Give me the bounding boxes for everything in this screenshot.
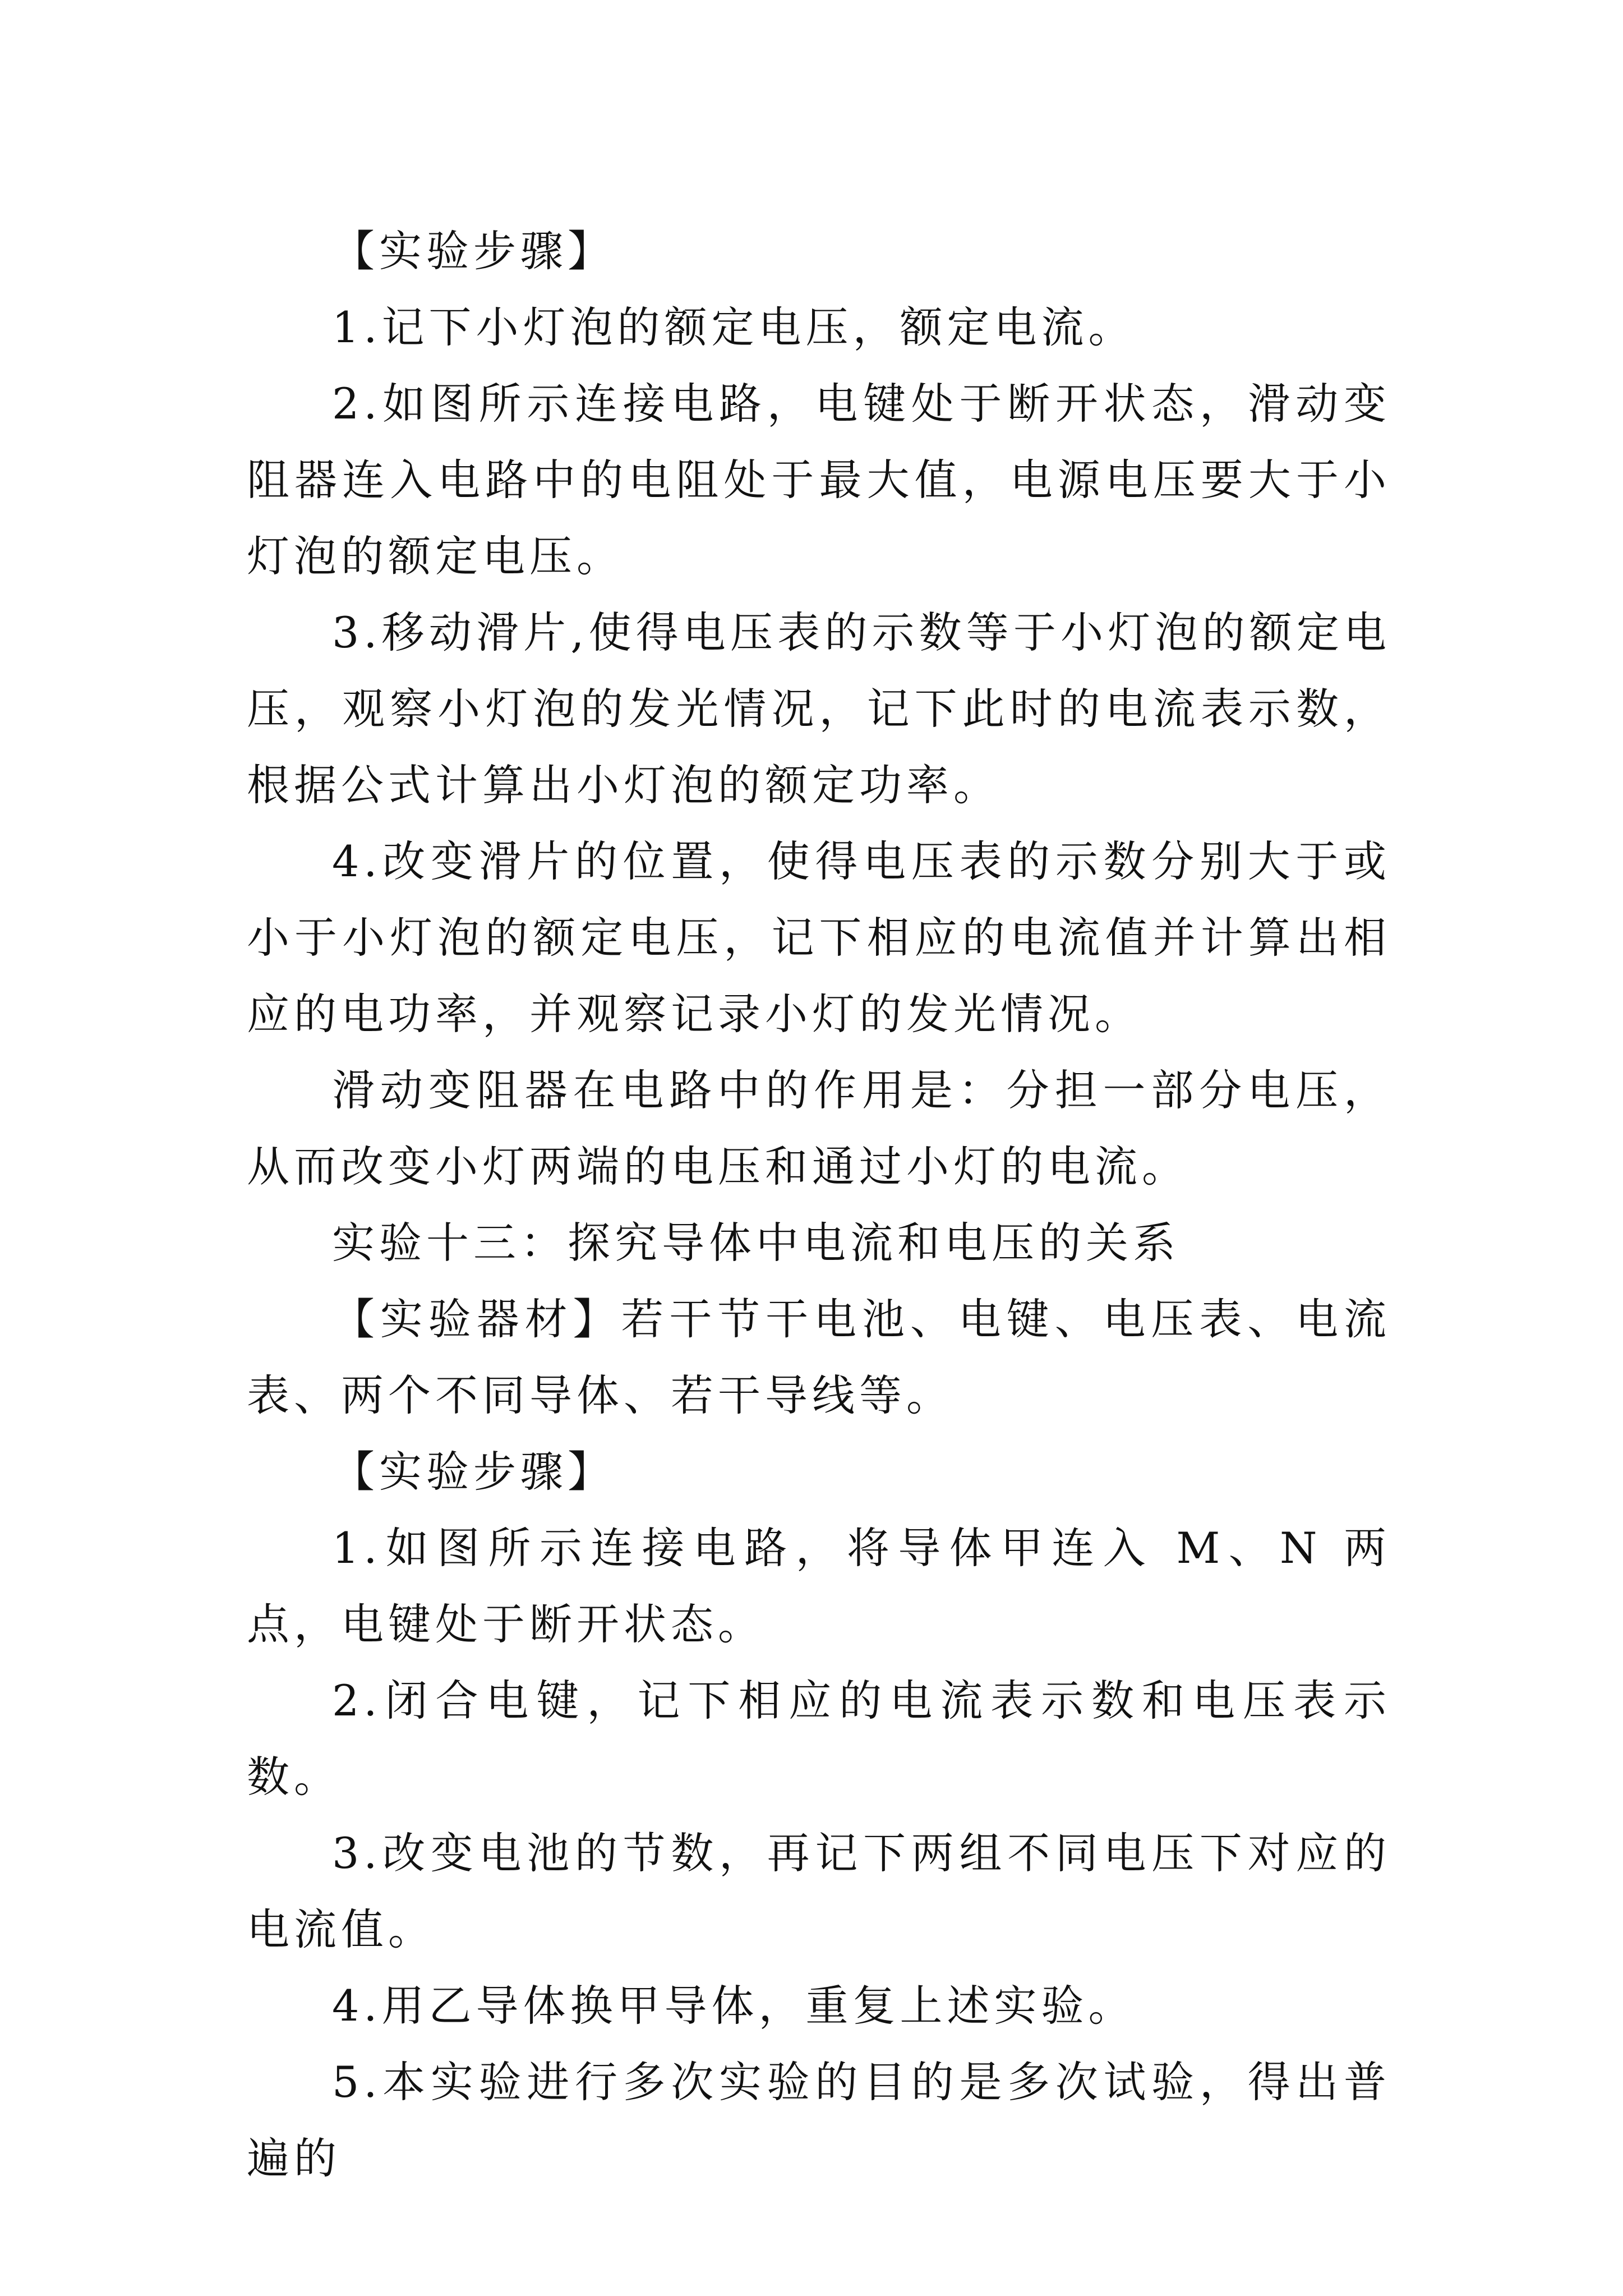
section-heading-steps-2: 【实验步骤】 [332,1447,615,1497]
exp13-step-3: 3.改变电池的节数，再记下两组不同电压下对应的电流值。 [247,1828,1391,1954]
exp13-step-5: 5.本实验进行多次实验的目的是多次试验，得出普遍的 [247,2057,1391,2183]
step-3-move-slider: 3.移动滑片,使得电压表的示数等于小灯泡的额定电压，观察小灯泡的发光情况，记下此时的电流表示数，根据公式计算出小灯泡的额定功率。 [247,608,1391,810]
exp13-step-4: 4.用乙导体换甲导体，重复上述实验。 [332,1981,1136,2031]
step-2-connect-circuit: 2.如图所示连接电路，电键处于断开状态，滑动变阻器连入电路中的电阻处于最大值，电源电压要大于小灯泡的额定电压。 [247,379,1391,581]
step-4-change-slider: 4.改变滑片的位置，使得电压表的示数分别大于或小于小灯泡的额定电压，记下相应的电流值并计算出相应的电功率，并观察记录小灯的发光情况。 [247,836,1391,1039]
rheostat-role-paragraph: 滑动变阻器在电路中的作用是：分担一部分电压，从而改变小灯两端的电压和通过小灯的电流。 [247,1065,1391,1191]
section-heading-steps: 【实验步骤】 [332,226,615,276]
step-1-record-rating: 1.记下小灯泡的额定电压，额定电流。 [332,302,1136,352]
exp13-step-2: 2.闭合电键，记下相应的电流表示数和电压表示数。 [247,1676,1391,1802]
equipment-paragraph: 【实验器材】若干节干电池、电键、电压表、电流表、两个不同导体、若干导线等。 [247,1294,1391,1420]
document-body [247,213,1391,2197]
exp13-step-1: 1.如图所示连接电路，将导体甲连入 M、N 两点，电键处于断开状态。 [247,1523,1391,1649]
experiment-13-title: 实验十三：探究导体中电流和电压的关系 [332,1218,1180,1268]
